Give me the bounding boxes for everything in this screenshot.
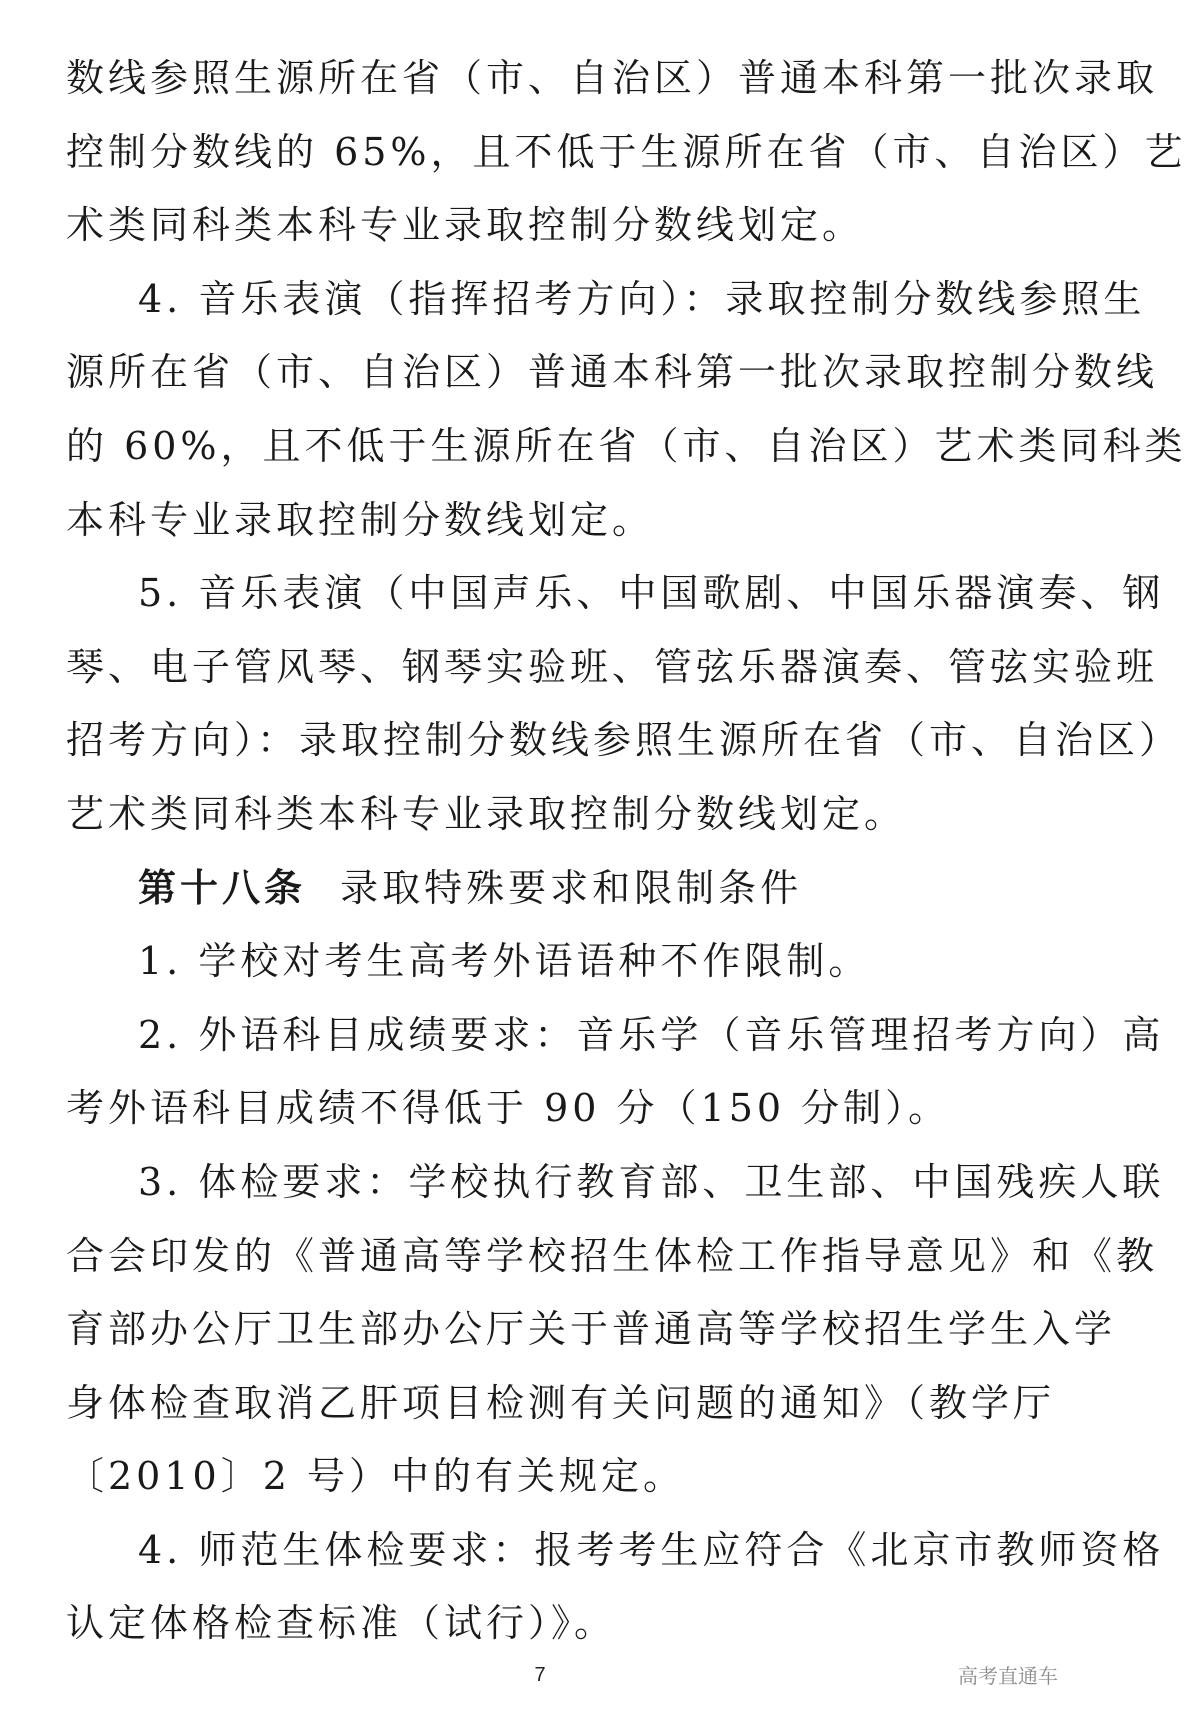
document-body <box>66 42 1187 1661</box>
article-title: 录取特殊要求和限制条件 <box>340 865 803 910</box>
text-line: 考外语科目成绩不得低于 90 分（150 分制）。 <box>66 1086 951 1131</box>
text-line: 育部办公厅卫生部办公厅关于普通高等学校招生学生入学 <box>66 1307 1117 1352</box>
text-line: 的 60%，且不低于生源所在省（市、自治区）艺术类同科类 <box>66 423 1187 468</box>
text-line: 艺术类同科类本科专业录取控制分数线划定。 <box>66 791 907 836</box>
text-line: 认定体格检查标准（试行）》。 <box>66 1601 617 1646</box>
text-line: 〔2010〕2 号）中的有关规定。 <box>66 1454 685 1499</box>
text-line: 招考方向）：录取控制分数线参照生源所在省（市、自治区） <box>66 718 1182 763</box>
text-line: 合会印发的《普通高等学校招生体检工作指导意见》和《教 <box>66 1233 1159 1278</box>
text-line: 5. 音乐表演（中国声乐、中国歌剧、中国乐器演奏、钢 <box>138 571 1165 616</box>
text-line: 术类同科类本科专业录取控制分数线划定。 <box>66 203 865 248</box>
text-line: 1. 学校对考生高考外语语种不作限制。 <box>138 939 871 984</box>
text-line: 源所在省（市、自治区）普通本科第一批次录取控制分数线 <box>66 350 1159 395</box>
watermark: 高考直通车 <box>958 1664 1058 1688</box>
text-line: 本科专业录取控制分数线划定。 <box>66 497 655 542</box>
text-line: 2. 外语科目成绩要求：音乐学（音乐管理招考方向）高 <box>138 1012 1165 1057</box>
text-line: 4. 师范生体检要求：报考考生应符合《北京市教师资格 <box>138 1527 1165 1572</box>
text-line: 4. 音乐表演（指挥招考方向）：录取控制分数线参照生 <box>138 276 1146 321</box>
text-line: 控制分数线的 65%，且不低于生源所在省（市、自治区）艺 <box>66 129 1187 174</box>
text-line: 琴、电子管风琴、钢琴实验班、管弦乐器演奏、管弦实验班 <box>66 644 1159 689</box>
text-line: 数线参照生源所在省（市、自治区）普通本科第一批次录取 <box>66 56 1159 100</box>
article-heading: 第十八条 <box>138 865 307 910</box>
text-line: 身体检查取消乙肝项目检测有关问题的通知》（教学厅 <box>66 1380 1056 1425</box>
page-number: 7 <box>534 1664 546 1686</box>
article-18-line <box>66 852 1024 926</box>
text-line: 3. 体检要求：学校执行教育部、卫生部、中国残疾人联 <box>138 1159 1165 1204</box>
